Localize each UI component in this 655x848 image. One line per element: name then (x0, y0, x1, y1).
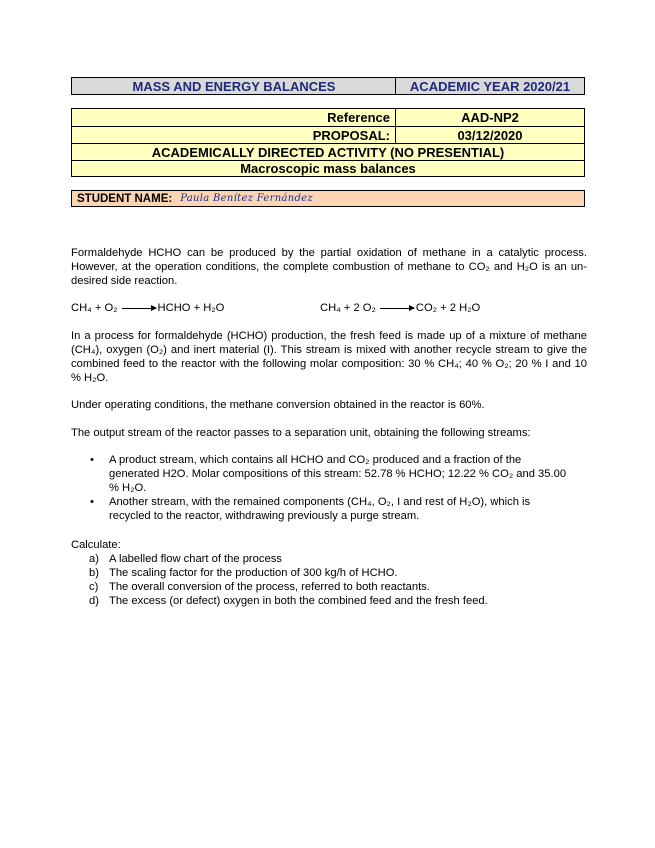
separation-paragraph: The output stream of the reactor passes to a separation unit, obtaining the following streams: (71, 427, 531, 439)
reaction-1-reactants: CH₄ + O₂ (71, 302, 118, 314)
reaction-2-products: CO₂ + 2 H₂O (415, 302, 481, 314)
intro-paragraph: Formaldehyde HCHO can be produced by the partial oxidation of methane in a catalytic process. However, at the operation conditions, the complete combustion of methane to CO₂ and H₂O is an un-desired side reaction. (71, 247, 587, 287)
activity-title: ACADEMICALLY DIRECTED ACTIVITY (NO PRESENTIAL) (151, 144, 505, 160)
list-item: • A product stream, which contains all HCHO and CO₂ produced and a fraction of the generated H2O. Molar compositions of this stream: 52.78 % HCHO; 12.22 % CO₂ and 35.00 % H₂O. (71, 453, 571, 495)
student-name-label: STUDENT NAME: (77, 192, 173, 205)
task-letter: c) (89, 581, 99, 593)
process-paragraph: In a process for formaldehyde (HCHO) production, the fresh feed is made up of a mixture of methane (CH₄), oxygen (O₂) and inert material (I). This stream is mixed with another recycle stream to give the combined feed to the reactor with the following molar composition: 30 % CH₄; 40 % O₂; 20 % I and 10 % H₂O. (71, 330, 587, 384)
task-text: The overall conversion of the process, referred to both reactants. (109, 581, 430, 593)
conversion-paragraph: Under operating conditions, the methane conversion obtained in the reactor is 60%. (71, 399, 485, 411)
reactions-line (71, 301, 587, 315)
divider (395, 109, 396, 143)
student-name-box (71, 190, 585, 207)
student-name-row (77, 191, 313, 206)
reaction-1-products: HCHO + H₂O (157, 302, 225, 314)
arrow-icon (380, 308, 414, 309)
reference-label: Reference (327, 110, 390, 125)
task-text: The scaling factor for the production of 300 kg/h of HCHO. (109, 567, 398, 579)
task-letter: b) (89, 567, 99, 579)
arrow-icon (122, 308, 156, 309)
info-table (71, 108, 585, 177)
list-item (71, 566, 587, 580)
list-item (71, 552, 587, 566)
reaction-2-reactants: CH₄ + 2 O₂ (320, 302, 376, 314)
proposal-label: PROPOSAL: (312, 127, 390, 143)
student-signature: Paula Benítez Fernández (180, 193, 313, 204)
list-item (71, 580, 587, 594)
course-title: MASS AND ENERGY BALANCES (132, 78, 336, 94)
list-item: • Another stream, with the remained components (CH₄, O₂, I and rest of H₂O), which is recycled to the reactor, withdrawing previously a purge stream. (71, 495, 571, 523)
reaction-1 (71, 302, 224, 314)
task-text: A labelled flow chart of the process (109, 553, 282, 565)
reference-value: AAD-NP2 (461, 110, 519, 125)
stream-list (71, 453, 571, 523)
list-item (71, 594, 587, 608)
header-table (71, 77, 585, 95)
activity-subtitle: Macroscopic mass balances (240, 161, 416, 176)
reaction-2 (320, 301, 480, 315)
task-list (71, 552, 587, 608)
academic-year: ACADEMIC YEAR 2020/21 (409, 78, 571, 94)
calculate-label: Calculate: (71, 539, 121, 551)
proposal-value: 03/12/2020 (457, 127, 523, 143)
task-letter: d) (89, 595, 99, 607)
task-letter: a) (89, 553, 99, 565)
task-text: The excess (or defect) oxygen in both the combined feed and the fresh feed. (109, 595, 488, 607)
